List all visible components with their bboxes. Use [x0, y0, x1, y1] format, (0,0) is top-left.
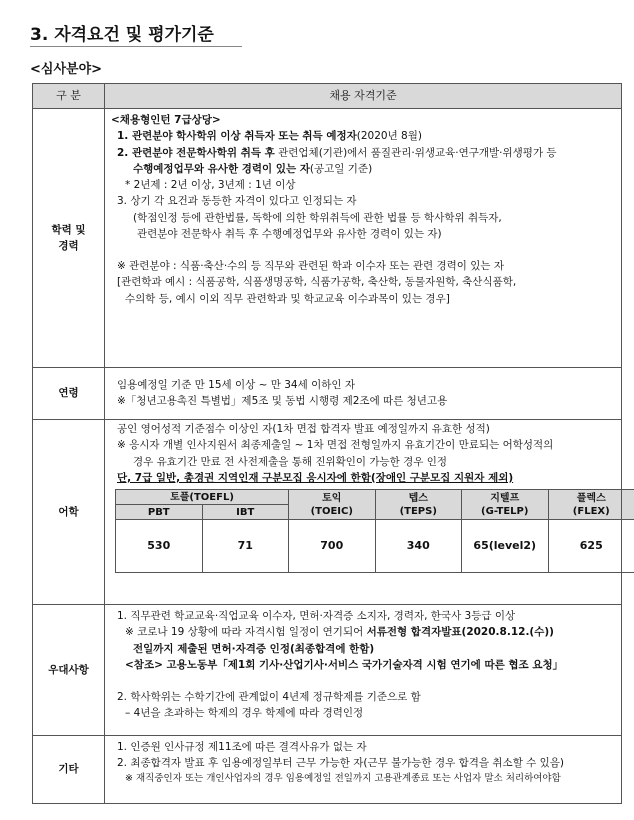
row-etc [33, 736, 622, 804]
age-requirement: 임용예정일 기준 만 15세 이상 ~ 만 34세 이하인 자 [117, 378, 355, 391]
preference-2-note: – 4년을 초과하는 학제의 경우 학제에 따라 경력인정 [125, 707, 364, 720]
row-education [33, 109, 622, 368]
score-flex: 625 [548, 520, 634, 573]
requirement-2-cont: 수행예정업무와 유사한 경력이 있는 자(공고일 기준) [133, 162, 373, 175]
requirement-3-detail: (학점인정 등에 관한법률, 독학에 의한 학위취득에 관한 법률 등 학사학위 취득자, [133, 211, 502, 224]
etc-note: ※ 재직중인자 또는 개인사업자의 경우 임용예정일 전일까지 고용관계종료 또는 사업자 말소 처리하여야함 [125, 772, 561, 784]
etc-1: 1. 인증원 인사규정 제11조에 따른 결격사유가 없는 자 [117, 741, 367, 753]
row-language [33, 420, 622, 605]
score-teps: 340 [375, 520, 462, 573]
requirement-3-detail-cont: 관련분야 전문학사 취득 후 수행예정업무와 유사한 경력이 있는 자) [137, 227, 442, 240]
row-label-language: 어학 [33, 420, 105, 605]
requirement-3: 3. 상기 각 요건과 동등한 자격이 있다고 인정되는 자 [117, 195, 357, 208]
language-note: ※ 응시자 개별 인사지원서 최종제출일 ~ 1차 면접 전형일까지 유효기간이 만료되는 어학성적의 [117, 439, 554, 452]
title-underline [30, 46, 242, 47]
section-title: 3. 자격요건 및 평가기준 [30, 25, 214, 45]
test-toefl-ibt: IBT [202, 505, 289, 520]
preference-covid-note-cont: 전일까지 제출된 면허·자격증 인정(최종합격에 한함) [133, 642, 375, 655]
requirement-2: 2. 관련분야 전문학사학위 취득 후 관련업체(기관)에서 품질관리·위생교육·연구개발·위생평가 등 [117, 146, 557, 159]
row-age [33, 368, 622, 420]
row-content-age [105, 368, 622, 420]
test-toefl-header: 토플(TOEFL) [116, 490, 289, 505]
score-toefl-pbt: 530 [116, 520, 203, 573]
row-content-education [105, 109, 622, 368]
language-note-cont: 경우 유효기간 만료 전 사전제출을 통해 진위확인이 가능한 경우 인정 [133, 455, 448, 468]
language-requirement: 공인 영어성적 기준점수 이상인 자(1차 면접 합격자 발표 예정일까지 유효한 성적) [117, 423, 490, 435]
language-eligibility: 단, 7급 일반, 총경권 지역인재 구분모집 응시자에 한함(장애인 구분모집 지원자 제외) [117, 471, 514, 484]
related-dept-examples-cont: 수의학 등, 예시 이외 직무 관련학과 및 학교교육 이수과목이 있는 경우] [125, 292, 450, 305]
row-label-education: 학력 및 경력 [33, 109, 105, 368]
requirement-2-note: * 2년제 : 2년 이상, 3년제 : 1년 이상 [125, 179, 296, 192]
test-teps-header: 텝스 (TEPS) [375, 490, 462, 520]
position-heading: <채용형인턴 7급상당> [111, 114, 221, 126]
row-content-language [105, 420, 622, 605]
score-toefl-ibt: 71 [202, 520, 289, 573]
score-toeic: 700 [289, 520, 376, 573]
test-toefl-pbt: PBT [116, 505, 203, 520]
related-field-note: ※ 관련분야 : 식품·축산·수의 등 직무와 관련된 학과 이수자 또는 관련 경력이 있는 자 [117, 260, 504, 273]
header-category: 구 분 [33, 84, 105, 109]
table-header-row [33, 84, 622, 109]
test-toeic-header: 토익 (TOEIC) [289, 490, 376, 520]
test-flex-header: 플렉스 (FLEX) [548, 490, 634, 520]
preference-1: 1. 직무관련 학교교육·직업교육 이수자, 면허·자격증 소지자, 경력자, 한국사 3등급 이상 [117, 610, 516, 622]
preference-covid-note: ※ 코로나 19 상황에 따라 자격시험 일정이 연기되어 서류전형 합격자발표(2020.8.12.(수)) [125, 626, 554, 639]
header-criteria: 채용 자격기준 [105, 84, 622, 109]
criteria-table [32, 83, 622, 804]
preference-reference: <참조> 고용노동부「제1회 기사·산업기사·서비스 국가기술자격 시험 연기에 따른 협조 요청」 [125, 658, 564, 671]
row-label-etc: 기타 [33, 736, 105, 804]
requirement-1: 1. 관련분야 학사학위 이상 취득자 또는 취득 예정자(2020년 8월) [117, 130, 422, 143]
row-label-preference: 우대사항 [33, 605, 105, 736]
row-label-age: 연령 [33, 368, 105, 420]
row-content-preference [105, 605, 622, 736]
etc-2: 2. 최종합격자 발표 후 임용예정일부터 근무 가능한 자(근무 불가능한 경우 합격을 취소할 수 있음) [117, 757, 565, 770]
related-dept-examples: [관련학과 예시 : 식품공학, 식품생명공학, 식품가공학, 축산학, 동물자원학, 축산식품학, [117, 276, 517, 289]
language-score-table [115, 489, 634, 573]
age-note: ※「청년고용촉진 특별법」제5조 및 동법 시행령 제2조에 따른 청년고용 [117, 395, 448, 407]
row-content-etc [105, 736, 622, 804]
preference-2: 2. 학사학위는 수학기간에 관계없이 4년제 정규학제를 기준으로 함 [117, 691, 421, 704]
test-gtelp-header: 지텔프 (G-TELP) [462, 490, 549, 520]
row-preference [33, 605, 622, 736]
score-gtelp: 65(level2) [462, 520, 549, 573]
section-subtitle: <심사분야> [30, 62, 103, 77]
